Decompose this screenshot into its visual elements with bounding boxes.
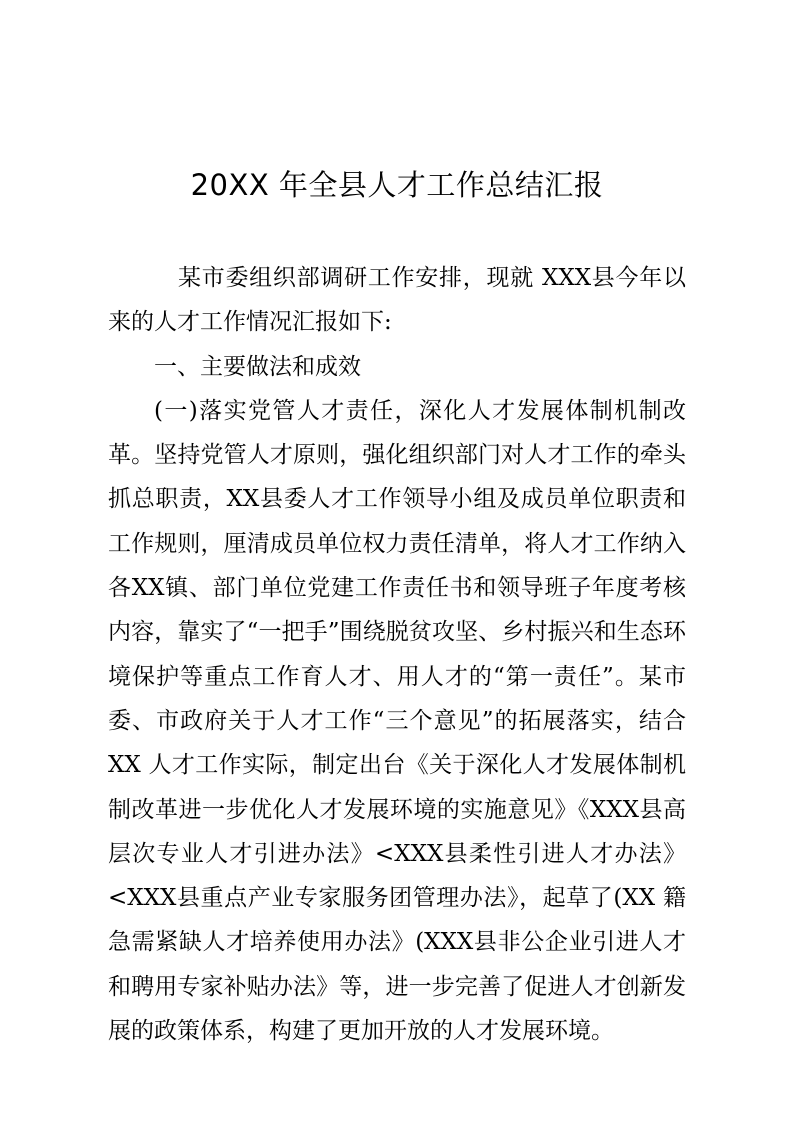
body-paragraph: (一)落实党管人才责任，深化人才发展体制机制改革。坚持党管人才原则，强化组织部门对人才工作的牵头抓总职责，XX县委人才工作领导小组及成员单位职责和工作规则，厘清成员单位权力责任清单，将人才工作纳入各XX镇、部门单位党建工作责任书和领导班子年度考核内容，靠实了“一把手”围绕脱贫攻坚、乡村振兴和生态环境保护等重点工作育人才、用人才的“第一责任”。某市委、市政府关于人才工作“三个意见”的拓展落实，结合 XX 人才工作实际，制定出台《关于深化人才发展体制机制改革进一步优化人才发展环境的实施意见》《XXX县高层次专业人才引进办法》<XXX县柔性引进人才办法》<XXX县重点产业专家服务团管理办法》，起草了(XX 籍急需紧缺人才培养使用办法》(XXX县非公企业引进人才和聘用专家补贴办法》等，进一步完善了促进人才创新发展的政策体系，构建了更加开放的人才发展环境。	[108, 397, 686, 1045]
document-body	[108, 256, 686, 1053]
intro-paragraph: 某市委组织部调研工作安排，现就 XXX县今年以来的人才工作情况汇报如下:	[108, 265, 686, 336]
document-title: 20XX 年全县人才工作总结汇报	[190, 168, 604, 202]
section-heading: 一、主要做法和成效	[154, 353, 361, 380]
